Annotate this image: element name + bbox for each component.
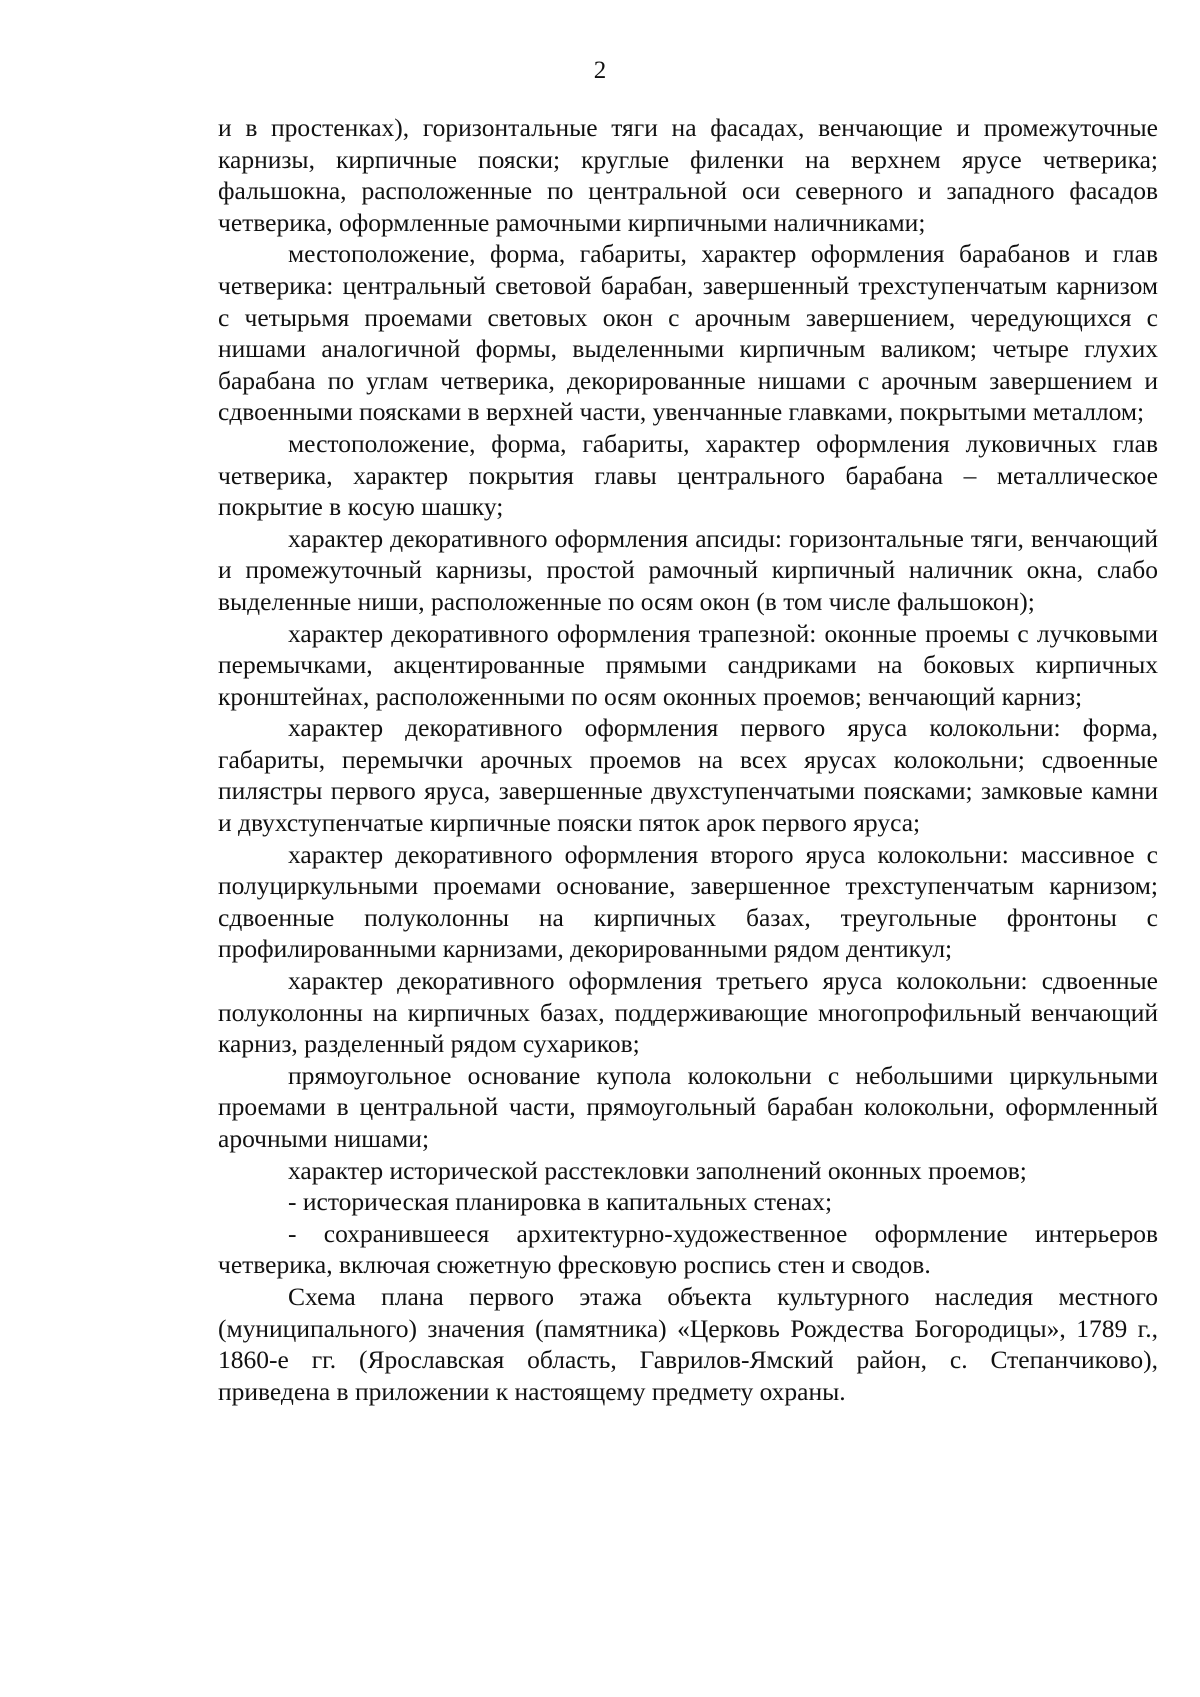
paragraph: характер декоративного оформления второго яруса колокольни: массивное с полуциркульными проемами основание, завершенное трехступенчатым карнизом; сдвоенные полуколонны на кирпичных базах, треугольные фронтоны с профилированными карнизами, декорированными рядом дентикул; <box>218 839 1158 964</box>
page-number: 2 <box>593 57 607 84</box>
paragraph: местоположение, форма, габариты, характер оформления луковичных глав четверика, характер покрытия главы центрального барабана – металлическое покрытие в косую шашку; <box>218 428 1158 522</box>
paragraph: характер декоративного оформления трапезной: оконные проемы с лучковыми перемычками, акцентированные прямыми сандриками на боковых кирпичных кронштейнах, расположенными по осям оконных проемов; венчающий карниз; <box>218 618 1158 711</box>
paragraph: Схема плана первого этажа объекта культурного наследия местного (муниципального) значения (памятника) «Церковь Рождества Богородицы», 1789 г., 1860-е гг. (Ярославская область, Гаврилов-Ямский район, с. Степанчиково), приведена в приложении к настоящему предмету охраны. <box>218 1281 1158 1406</box>
paragraph: прямоугольное основание купола колокольни с небольшими циркульными проемами в центральной части, прямоугольный барабан колокольни, оформленный арочными нишами; <box>218 1060 1158 1153</box>
paragraph: характер декоративного оформления первого яруса колокольни: форма, габариты, перемычки арочных проемов на всех ярусах колокольни; сдвоенные пилястры первого яруса, завершенные двухступенчатыми поясками; замковые камни и двухступенчатые кирпичные пояски пяток арок первого яруса; <box>218 713 1158 838</box>
paragraph: местоположение, форма, габариты, характер оформления барабанов и глав четверика: центральный световой барабан, завершенный трехступенчатым карнизом с четырьмя проемами световых окон с арочным завершением, чередующихся с нишами аналогичной формы, выделенными кирпичным валиком; четыре глухих барабана по углам четверика, декорированные нишами с арочным завершением и сдвоенными поясками в верхней части, увенчанные главками, покрытыми металлом; <box>218 239 1158 427</box>
paragraph: характер исторической расстекловки заполнений оконных проемов; <box>288 1155 1027 1185</box>
document-body <box>218 112 1158 1407</box>
paragraph: характер декоративного оформления третьего яруса колокольни: сдвоенные полуколонны на кирпичных базах, поддерживающие многопрофильный венчающий карниз, разделенный рядом сухариков; <box>218 966 1158 1059</box>
paragraph: характер декоративного оформления апсиды: горизонтальные тяги, венчающий и промежуточный карнизы, простой рамочный кирпичный наличник окна, слабо выделенные ниши, расположенные по осям окон (в том числе фальшокон); <box>218 523 1158 616</box>
paragraph: и в простенках), горизонтальные тяги на фасадах, венчающие и промежуточные карнизы, кирпичные пояски; круглые филенки на верхнем ярусе четверика; фальшокна, расположенные по центральной оси северного и западного фасадов четверика, оформленные рамочными кирпичными наличниками; <box>218 113 1158 237</box>
paragraph: - историческая планировка в капитальных стенах; <box>288 1187 833 1217</box>
paragraph: - сохранившееся архитектурно-художественное оформление интерьеров четверика, включая сюжетную фресковую роспись стен и сводов. <box>218 1218 1158 1280</box>
